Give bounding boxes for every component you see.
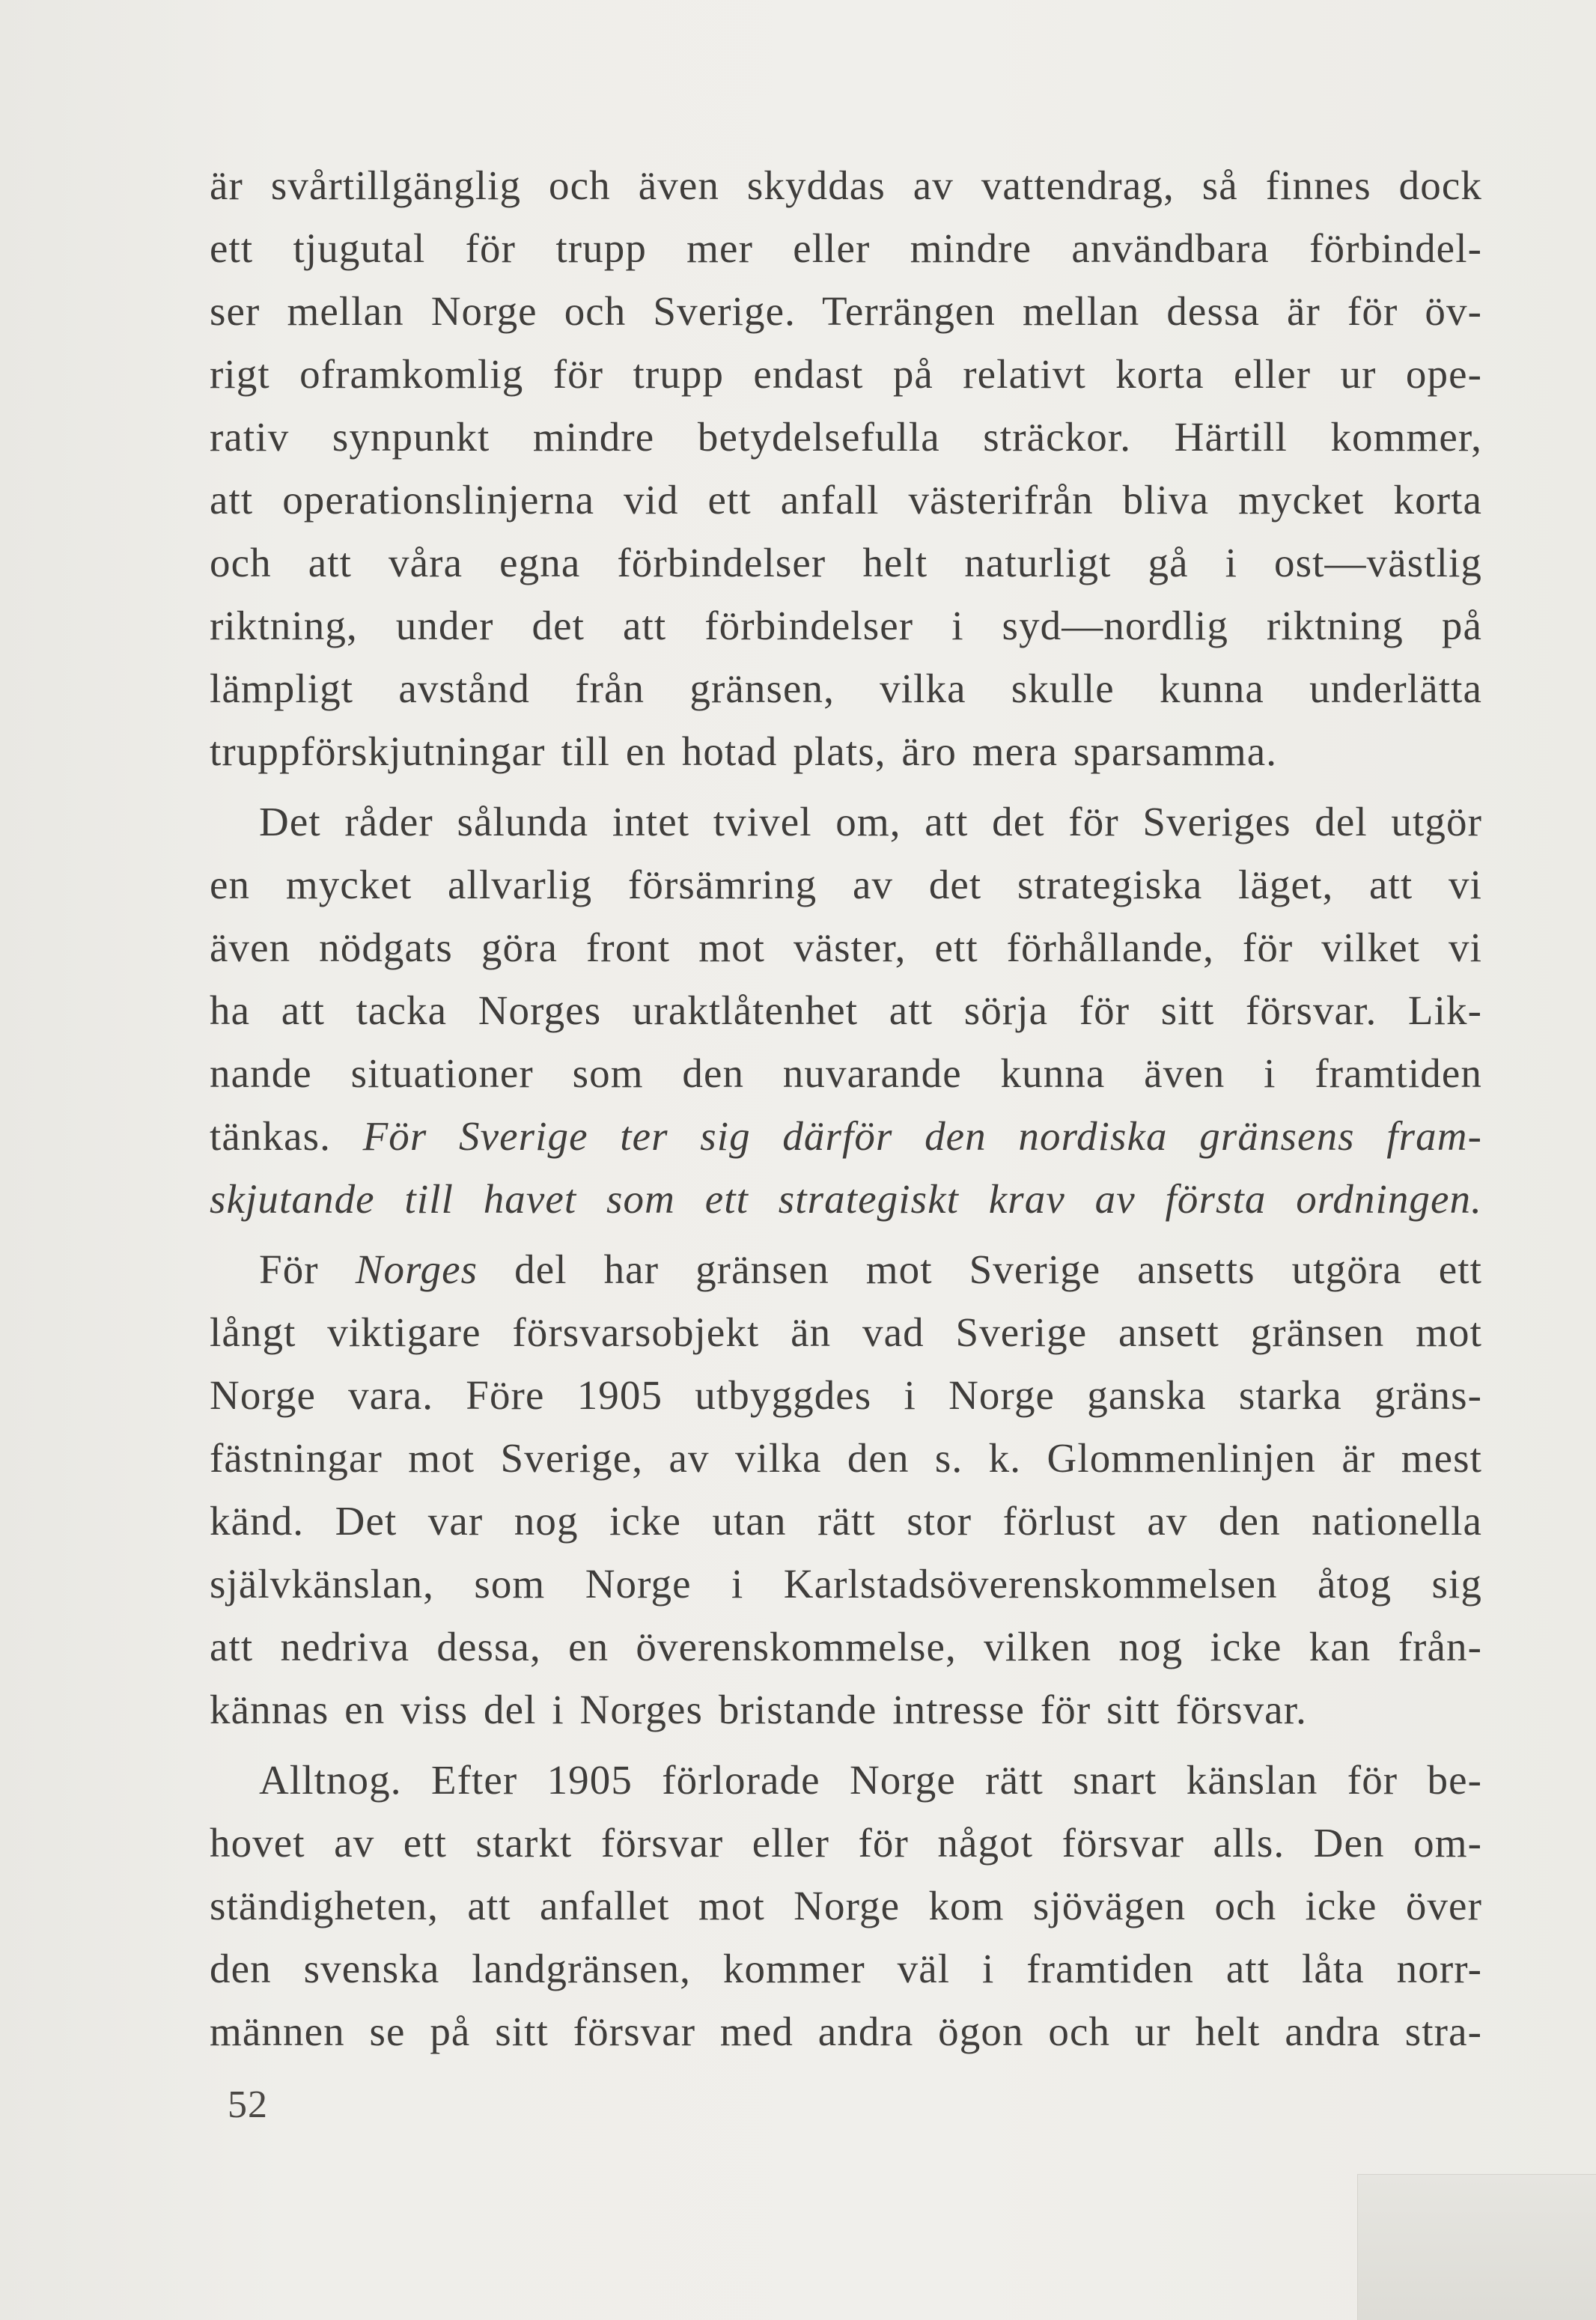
page-number: 52 (228, 2083, 268, 2126)
text-line: ständigheten, att anfallet mot Norge kom sjövägen och icke över (210, 1883, 1482, 1928)
text-line: långt viktigare försvarsobjekt än vad Sverige ansett gränsen mot (210, 1309, 1482, 1355)
text-line: rigt oframkomlig för trupp endast på relativt korta eller ur ope- (210, 351, 1482, 397)
emphasis-span: Norges (355, 1246, 478, 1292)
text-line: rativ synpunkt mindre betydelsefulla sträckor. Härtill kommer, (210, 414, 1482, 460)
text-line: truppförskjutningar till en hotad plats, äro mera sparsamma. (210, 728, 1278, 774)
text-line: Det råder sålunda intet tvivel om, att det för Sveriges del utgör (259, 799, 1482, 844)
text-line-mixed (210, 1105, 1482, 1168)
emphasis-line: skjutande till havet som ett strategiskt krav av första ordningen. (210, 1176, 1482, 1222)
body-text (210, 154, 1482, 2063)
text-line: kännas en viss del i Norges bristande intresse för sitt försvar. (210, 1687, 1307, 1732)
text-line: och att våra egna förbindelser helt naturligt gå i ost—västlig (210, 540, 1482, 585)
text-line: nande situationer som den nuvarande kunna även i framtiden (210, 1050, 1482, 1096)
text-line: självkänslan, som Norge i Karlstadsöverenskommelsen åtog sig (210, 1561, 1482, 1607)
text-line: männen se på sitt försvar med andra ögon och ur helt andra stra- (210, 2009, 1482, 2054)
text-span: del har gränsen mot Sverige ansetts utgöra ett (514, 1246, 1482, 1292)
text-line: känd. Det var nog icke utan rätt stor förlust av den nationella (210, 1498, 1482, 1544)
text-line-mixed (210, 1238, 1482, 1301)
text-line: ser mellan Norge och Sverige. Terrängen mellan dessa är för öv- (210, 288, 1482, 334)
text-line: hovet av ett starkt försvar eller för något försvar alls. Den om- (210, 1820, 1482, 1866)
text-line: även nödgats göra front mot väster, ett förhållande, för vilket vi (210, 925, 1482, 970)
text-line: är svårtillgänglig och även skyddas av vattendrag, så finnes dock (210, 162, 1482, 208)
text-line: ha att tacka Norges uraktlåtenhet att sörja för sitt försvar. Lik- (210, 987, 1482, 1033)
text-span: För (259, 1246, 319, 1292)
emphasis-span: För Sverige ter sig därför den nordiska gränsens fram- (362, 1113, 1482, 1159)
text-line: fästningar mot Sverige, av vilka den s. k. Glommenlinjen är mest (210, 1435, 1482, 1481)
text-line: den svenska landgränsen, kommer väl i framtiden att låta norr- (210, 1946, 1482, 1991)
scanner-corner-mark (1357, 2174, 1596, 2320)
text-line: lämpligt avstånd från gränsen, vilka skulle kunna underlätta (210, 666, 1482, 711)
text-line: en mycket allvarlig försämring av det strategiska läget, att vi (210, 862, 1482, 907)
text-line: att operationslinjerna vid ett anfall västerifrån bliva mycket korta (210, 477, 1482, 523)
text-line: riktning, under det att förbindelser i syd—nordlig riktning på (210, 603, 1482, 648)
text-line: Norge vara. Före 1905 utbyggdes i Norge ganska starka gräns- (210, 1372, 1482, 1418)
text-span: tänkas. (210, 1113, 331, 1159)
text-line: ett tjugutal för trupp mer eller mindre användbara förbindel- (210, 225, 1482, 271)
text-line: Alltnog. Efter 1905 förlorade Norge rätt snart känslan för be- (259, 1757, 1482, 1803)
text-line: att nedriva dessa, en överenskommelse, vilken nog icke kan från- (210, 1624, 1482, 1669)
